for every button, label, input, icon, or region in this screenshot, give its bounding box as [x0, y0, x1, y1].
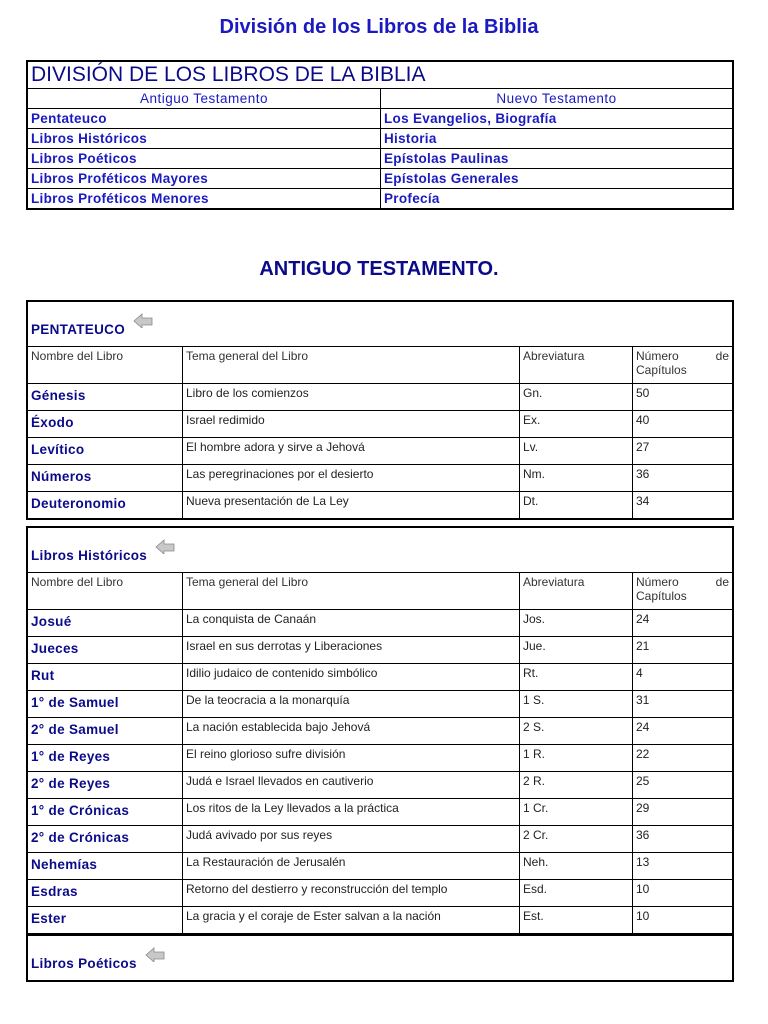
book-link[interactable]: Nehemías — [27, 853, 183, 880]
book-link[interactable]: Génesis — [27, 384, 183, 411]
book-link[interactable]: 2° de Reyes — [27, 772, 183, 799]
historicos-heading-label: Libros Históricos — [31, 548, 148, 563]
table-row — [27, 664, 733, 691]
division-table — [26, 60, 734, 210]
book-abbr: 2 R. — [520, 772, 633, 799]
table-row — [27, 907, 733, 935]
book-abbr: 1 R. — [520, 745, 633, 772]
col-header-name: Nombre del Libro — [27, 347, 183, 384]
division-new-link[interactable]: Los Evangelios, Biografía — [381, 109, 734, 129]
book-link[interactable]: Ester — [27, 907, 183, 935]
division-old-link[interactable]: Pentateuco — [27, 109, 381, 129]
poeticos-heading-label: Libros Poéticos — [31, 956, 137, 971]
division-row — [27, 129, 733, 149]
back-arrow-icon[interactable] — [155, 538, 175, 554]
division-old-link[interactable]: Libros Históricos — [27, 129, 381, 149]
book-abbr: Esd. — [520, 880, 633, 907]
table-row — [27, 880, 733, 907]
book-link[interactable]: Levítico — [27, 438, 183, 465]
pentateuco-heading-label: PENTATEUCO — [31, 322, 125, 337]
book-link[interactable]: Esdras — [27, 880, 183, 907]
back-arrow-icon[interactable] — [133, 312, 153, 328]
book-chapters: 24 — [633, 718, 734, 745]
book-chapters: 36 — [633, 826, 734, 853]
book-abbr: 2 S. — [520, 718, 633, 745]
book-link[interactable]: 2° de Samuel — [27, 718, 183, 745]
book-chapters: 36 — [633, 465, 734, 492]
historicos-table — [26, 526, 734, 935]
book-link[interactable]: 1° de Reyes — [27, 745, 183, 772]
division-row — [27, 149, 733, 169]
book-chapters: 27 — [633, 438, 734, 465]
book-abbr: Neh. — [520, 853, 633, 880]
book-theme: Los ritos de la Ley llevados a la práctica — [183, 799, 520, 826]
book-chapters: 25 — [633, 772, 734, 799]
col-header-name: Nombre del Libro — [27, 573, 183, 610]
division-old-link[interactable]: Libros Poéticos — [27, 149, 381, 169]
book-link[interactable]: 2° de Crónicas — [27, 826, 183, 853]
book-abbr: Ex. — [520, 411, 633, 438]
book-theme: Israel redimido — [183, 411, 520, 438]
historicos-heading — [27, 527, 733, 573]
book-abbr: 1 Cr. — [520, 799, 633, 826]
book-abbr: Jue. — [520, 637, 633, 664]
pentateuco-table — [26, 300, 734, 520]
book-chapters: 22 — [633, 745, 734, 772]
section-title: ANTIGUO TESTAMENTO. — [259, 258, 499, 280]
col-header-chapters: Número de Capítulos — [633, 573, 734, 610]
book-link[interactable]: 1° de Samuel — [27, 691, 183, 718]
book-abbr: Gn. — [520, 384, 633, 411]
poeticos-table — [26, 934, 734, 982]
book-theme: La conquista de Canaán — [183, 610, 520, 637]
book-theme: Libro de los comienzos — [183, 384, 520, 411]
table-row — [27, 799, 733, 826]
book-theme: La Restauración de Jerusalén — [183, 853, 520, 880]
book-link[interactable]: Deuteronomio — [27, 492, 183, 520]
table-row — [27, 718, 733, 745]
book-chapters: 10 — [633, 880, 734, 907]
back-arrow-icon[interactable] — [145, 946, 165, 962]
book-theme: La nación establecida bajo Jehová — [183, 718, 520, 745]
book-abbr: Est. — [520, 907, 633, 935]
book-abbr: Nm. — [520, 465, 633, 492]
table-row — [27, 772, 733, 799]
book-chapters: 34 — [633, 492, 734, 520]
division-new-link[interactable]: Epístolas Paulinas — [381, 149, 734, 169]
book-theme: Las peregrinaciones por el desierto — [183, 465, 520, 492]
book-theme: Judá e Israel llevados en cautiverio — [183, 772, 520, 799]
book-abbr: Dt. — [520, 492, 633, 520]
book-theme: Judá avivado por sus reyes — [183, 826, 520, 853]
table-row — [27, 384, 733, 411]
old-testament-header: Antiguo Testamento — [27, 89, 381, 109]
book-link[interactable]: Rut — [27, 664, 183, 691]
division-old-link[interactable]: Libros Proféticos Menores — [27, 189, 381, 210]
table-row — [27, 637, 733, 664]
division-row — [27, 109, 733, 129]
book-theme: Retorno del destierro y reconstrucción del templo — [183, 880, 520, 907]
book-chapters: 31 — [633, 691, 734, 718]
division-new-link[interactable]: Profecía — [381, 189, 734, 210]
book-abbr: 1 S. — [520, 691, 633, 718]
table-row — [27, 465, 733, 492]
division-table-title: DIVISIÓN DE LOS LIBROS DE LA BIBLIA — [27, 61, 733, 89]
col-header-abbr: Abreviatura — [520, 347, 633, 384]
book-link[interactable]: 1° de Crónicas — [27, 799, 183, 826]
table-row — [27, 492, 733, 520]
book-abbr: Lv. — [520, 438, 633, 465]
book-chapters: 40 — [633, 411, 734, 438]
division-old-link[interactable]: Libros Proféticos Mayores — [27, 169, 381, 189]
division-row — [27, 189, 733, 210]
table-row — [27, 745, 733, 772]
book-chapters: 29 — [633, 799, 734, 826]
table-row — [27, 610, 733, 637]
book-abbr: Jos. — [520, 610, 633, 637]
book-theme: El hombre adora y sirve a Jehová — [183, 438, 520, 465]
book-theme: De la teocracia a la monarquía — [183, 691, 520, 718]
table-row — [27, 438, 733, 465]
book-theme: El reino glorioso sufre división — [183, 745, 520, 772]
book-theme: Nueva presentación de La Ley — [183, 492, 520, 520]
book-link[interactable]: Éxodo — [27, 411, 183, 438]
division-new-link[interactable]: Historia — [381, 129, 734, 149]
book-chapters: 50 — [633, 384, 734, 411]
col-header-theme: Tema general del Libro — [183, 347, 520, 384]
table-row — [27, 411, 733, 438]
book-chapters: 4 — [633, 664, 734, 691]
new-testament-header: Nuevo Testamento — [381, 89, 734, 109]
pentateuco-heading — [27, 301, 733, 347]
book-link[interactable]: Números — [27, 465, 183, 492]
book-abbr: 2 Cr. — [520, 826, 633, 853]
table-row — [27, 826, 733, 853]
table-row — [27, 691, 733, 718]
col-header-abbr: Abreviatura — [520, 573, 633, 610]
book-theme: La gracia y el coraje de Ester salvan a la nación — [183, 907, 520, 935]
book-chapters: 21 — [633, 637, 734, 664]
book-theme: Idilio judaico de contenido simbólico — [183, 664, 520, 691]
book-theme: Israel en sus derrotas y Liberaciones — [183, 637, 520, 664]
book-chapters: 24 — [633, 610, 734, 637]
book-chapters: 13 — [633, 853, 734, 880]
book-link[interactable]: Jueces — [27, 637, 183, 664]
poeticos-heading — [27, 935, 733, 981]
page-title: División de los Libros de la Biblia — [219, 16, 539, 38]
col-header-chapters: Número de Capítulos — [633, 347, 734, 384]
book-chapters: 10 — [633, 907, 734, 935]
division-row — [27, 169, 733, 189]
book-abbr: Rt. — [520, 664, 633, 691]
book-link[interactable]: Josué — [27, 610, 183, 637]
table-row — [27, 853, 733, 880]
division-new-link[interactable]: Epístolas Generales — [381, 169, 734, 189]
col-header-theme: Tema general del Libro — [183, 573, 520, 610]
